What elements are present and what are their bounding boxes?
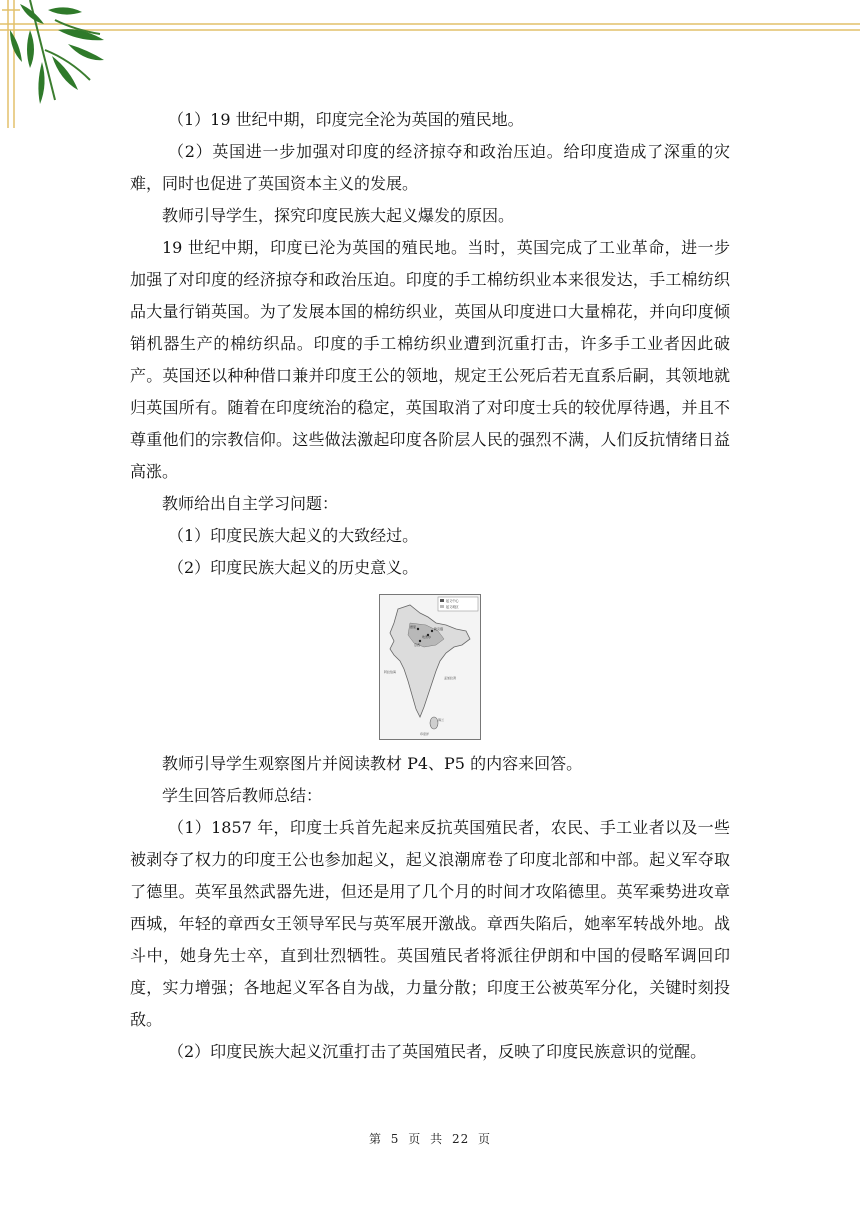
footer-page-number: 5 xyxy=(390,1132,400,1146)
paragraph: （2）英国进一步加强对印度的经济掠夺和政治压迫。给印度造成了深重的灾难，同时也促进了英国资本主义的发展。 xyxy=(130,142,730,193)
map-label-arabian-sea: 阿拉伯海 xyxy=(384,670,397,674)
paragraph: （1）1857 年，印度士兵首先起来反抗英国殖民者，农民、手工业者以及一些被剥夺了权力的印度王公也参加起义，起义浪潮席卷了印度北部和中部。起义军夺取了德里。英军虽然武器先进，但还是用了几个月的时间才攻陷德里。英军乘势进攻章西城，年轻的章西女王领导军民与英军展开激战。章西失陷后，她率军转战外地。战斗中，她身先士卒，直到壮烈牺牲。英国殖民者将派往伊朗和中国的侵略军调回印度，实力增强；各地起义军各自为战，力量分散；印度王公被英军分化，关键时刻投敌。 xyxy=(130,818,730,1029)
footer-total-pages: 22 xyxy=(451,1132,470,1146)
footer-mid1: 页 xyxy=(408,1132,422,1146)
map-label-ceylon: 锡兰 xyxy=(438,718,445,722)
document-body xyxy=(130,104,730,1068)
map-label-delhi: 德里 xyxy=(410,625,417,629)
figure-wrapper xyxy=(130,594,730,740)
footer-prefix: 第 xyxy=(368,1132,382,1146)
india-map-figure xyxy=(379,594,481,740)
paragraph: （1）19 世纪中期，印度完全沦为英国的殖民地。 xyxy=(168,110,524,129)
paragraph: 教师给出自主学习问题： xyxy=(162,494,339,513)
paragraph: 19 世纪中期，印度已沦为英国的殖民地。当时，英国完成了工业革命，进一步加强了对印度的经济掠夺和政治压迫。印度的手工棉纺织业本来很发达，手工棉纺织品大量行销英国。为了发展本国的棉纺织业，英国从印度进口大量棉花，并向印度倾销机器生产的棉纺织品。印度的手工棉纺织业遭到沉重打击，许多手工业者因此破产。英国还以种种借口兼并印度王公的领地，规定王公死后若无直系后嗣，其领地就归英国所有。随着在印度统治的稳定，英国取消了对印度士兵的较优厚待遇，并且不尊重他们的宗教信仰。这些做法激起印度各阶层人民的强烈不满，人们反抗情绪日益高涨。 xyxy=(130,238,730,481)
india-map-icon xyxy=(380,595,480,739)
footer-suffix: 页 xyxy=(478,1132,492,1146)
map-label-kanpur: 坎普尔 xyxy=(422,635,432,639)
paragraph: 学生回答后教师总结： xyxy=(162,786,323,805)
paragraph: 教师引导学生，探究印度民族大起义爆发的原因。 xyxy=(162,206,515,225)
map-legend-2: 起义地区 xyxy=(446,605,459,609)
paragraph: （2）印度民族大起义的历史意义。 xyxy=(168,558,419,577)
map-label-indian-ocean: 印度洋 xyxy=(420,732,430,736)
bamboo-leaves-icon xyxy=(10,4,104,104)
paragraph: （1）印度民族大起义的大致经过。 xyxy=(168,526,419,545)
paragraph: 教师引导学生观察图片并阅读教材 P4、P5 的内容来回答。 xyxy=(162,754,583,773)
map-legend-1: 起义中心 xyxy=(446,599,459,603)
footer-mid2: 共 xyxy=(430,1132,444,1146)
map-label-jhansi: 章西 xyxy=(414,643,421,647)
paragraph: （2）印度民族大起义沉重打击了英国殖民者，反映了印度民族意识的觉醒。 xyxy=(168,1042,707,1061)
map-label-lucknow: 勒克瑙 xyxy=(434,627,444,631)
page-footer xyxy=(0,1130,860,1147)
map-label-bay: 孟加拉湾 xyxy=(444,676,457,680)
